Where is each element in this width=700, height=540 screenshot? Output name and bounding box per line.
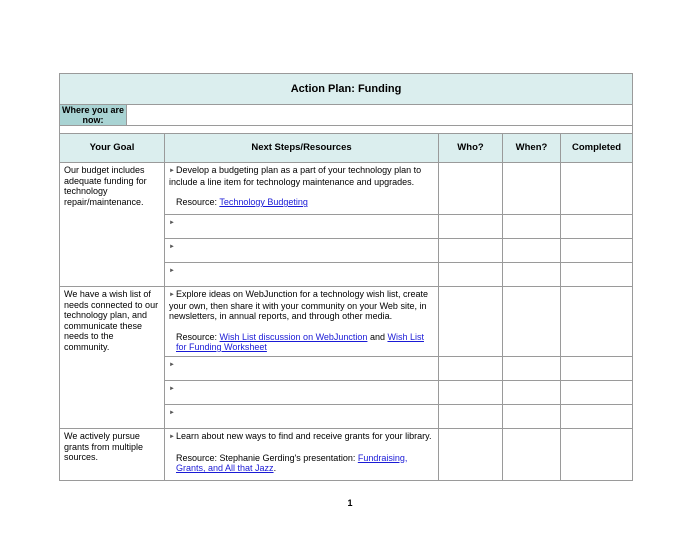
where-value-field[interactable]	[127, 105, 633, 126]
step-text: Explore ideas on WebJunction for a technology wish list, create your own, then share it with your community on your Web site, in newsletters, in annual reports, and through other media.	[169, 289, 428, 321]
header-who: Who?	[439, 134, 503, 163]
resource-joiner: and	[367, 331, 388, 342]
goal-cell: Our budget includes adequate funding for technology repair/maintenance.	[60, 163, 165, 287]
table-row	[60, 163, 633, 215]
who-cell[interactable]	[439, 239, 503, 263]
triangle-right-icon: ►	[169, 362, 175, 368]
resource-prefix: Resource: Stephanie Gerding's presentation:	[176, 452, 358, 463]
when-cell[interactable]	[503, 357, 561, 381]
who-cell[interactable]	[439, 405, 503, 429]
action-plan-table	[59, 73, 633, 481]
step-cell[interactable]	[165, 357, 439, 381]
completed-cell[interactable]	[561, 163, 633, 215]
column-header-row	[60, 134, 633, 163]
resource-link[interactable]: Technology Budgeting	[219, 197, 308, 207]
where-label: Where you are now:	[60, 105, 127, 126]
completed-cell[interactable]	[561, 357, 633, 381]
step-cell[interactable]	[165, 163, 439, 215]
triangle-right-icon: ►	[169, 244, 175, 250]
when-cell[interactable]	[503, 239, 561, 263]
who-cell[interactable]	[439, 263, 503, 287]
table-row	[60, 287, 633, 357]
completed-cell[interactable]	[561, 287, 633, 357]
who-cell[interactable]	[439, 163, 503, 215]
completed-cell[interactable]	[561, 215, 633, 239]
header-completed: Completed	[561, 134, 633, 163]
triangle-right-icon: ►	[169, 168, 175, 174]
spacer-row	[60, 126, 633, 134]
completed-cell[interactable]	[561, 263, 633, 287]
title-row	[60, 74, 633, 105]
step-cell[interactable]	[165, 381, 439, 405]
when-cell[interactable]	[503, 287, 561, 357]
resource-link[interactable]: Wish List for Funding Worksheet	[176, 331, 424, 352]
triangle-right-icon: ►	[169, 386, 175, 392]
triangle-right-icon: ►	[169, 410, 175, 416]
step-cell[interactable]	[165, 405, 439, 429]
goal-cell: We actively pursue grants from multiple sources.	[60, 429, 165, 481]
header-goal: Your Goal	[60, 134, 165, 163]
header-steps: Next Steps/Resources	[165, 134, 439, 163]
resource-suffix: .	[273, 463, 277, 473]
when-cell[interactable]	[503, 263, 561, 287]
triangle-right-icon: ►	[169, 220, 175, 226]
goal-cell: We have a wish list of needs connected to our technology plan, and communicate these needs to the community.	[60, 287, 165, 429]
table-row	[60, 429, 633, 481]
who-cell[interactable]	[439, 215, 503, 239]
step-cell[interactable]	[165, 215, 439, 239]
page-title: Action Plan: Funding	[60, 74, 633, 105]
completed-cell[interactable]	[561, 381, 633, 405]
completed-cell[interactable]	[561, 239, 633, 263]
resource-link[interactable]: Wish List discussion on WebJunction	[219, 331, 368, 342]
triangle-right-icon: ►	[169, 292, 175, 298]
step-text: Develop a budgeting plan as a part of your technology plan to include a line item for technology maintenance and upgrades.	[169, 165, 422, 187]
step-cell[interactable]	[165, 263, 439, 287]
when-cell[interactable]	[503, 429, 561, 481]
triangle-right-icon: ►	[169, 434, 175, 440]
where-row	[60, 105, 633, 126]
resource-line	[169, 197, 434, 208]
who-cell[interactable]	[439, 429, 503, 481]
resource-line	[169, 453, 434, 474]
who-cell[interactable]	[439, 357, 503, 381]
resource-prefix: Resource:	[176, 331, 220, 342]
resource-link[interactable]: Fundraising, Grants, and All that Jazz	[176, 452, 408, 473]
who-cell[interactable]	[439, 287, 503, 357]
spacer-cell	[60, 126, 633, 134]
page-number: 1	[347, 498, 353, 508]
when-cell[interactable]	[503, 163, 561, 215]
step-text: Learn about new ways to find and receive grants for your library.	[176, 431, 432, 441]
who-cell[interactable]	[439, 381, 503, 405]
when-cell[interactable]	[503, 215, 561, 239]
step-cell[interactable]	[165, 287, 439, 357]
step-cell[interactable]	[165, 429, 439, 481]
when-cell[interactable]	[503, 405, 561, 429]
completed-cell[interactable]	[561, 429, 633, 481]
triangle-right-icon: ►	[169, 268, 175, 274]
completed-cell[interactable]	[561, 405, 633, 429]
step-cell[interactable]	[165, 239, 439, 263]
when-cell[interactable]	[503, 381, 561, 405]
resource-line	[169, 332, 434, 353]
resource-prefix: Resource:	[176, 197, 220, 207]
header-when: When?	[503, 134, 561, 163]
